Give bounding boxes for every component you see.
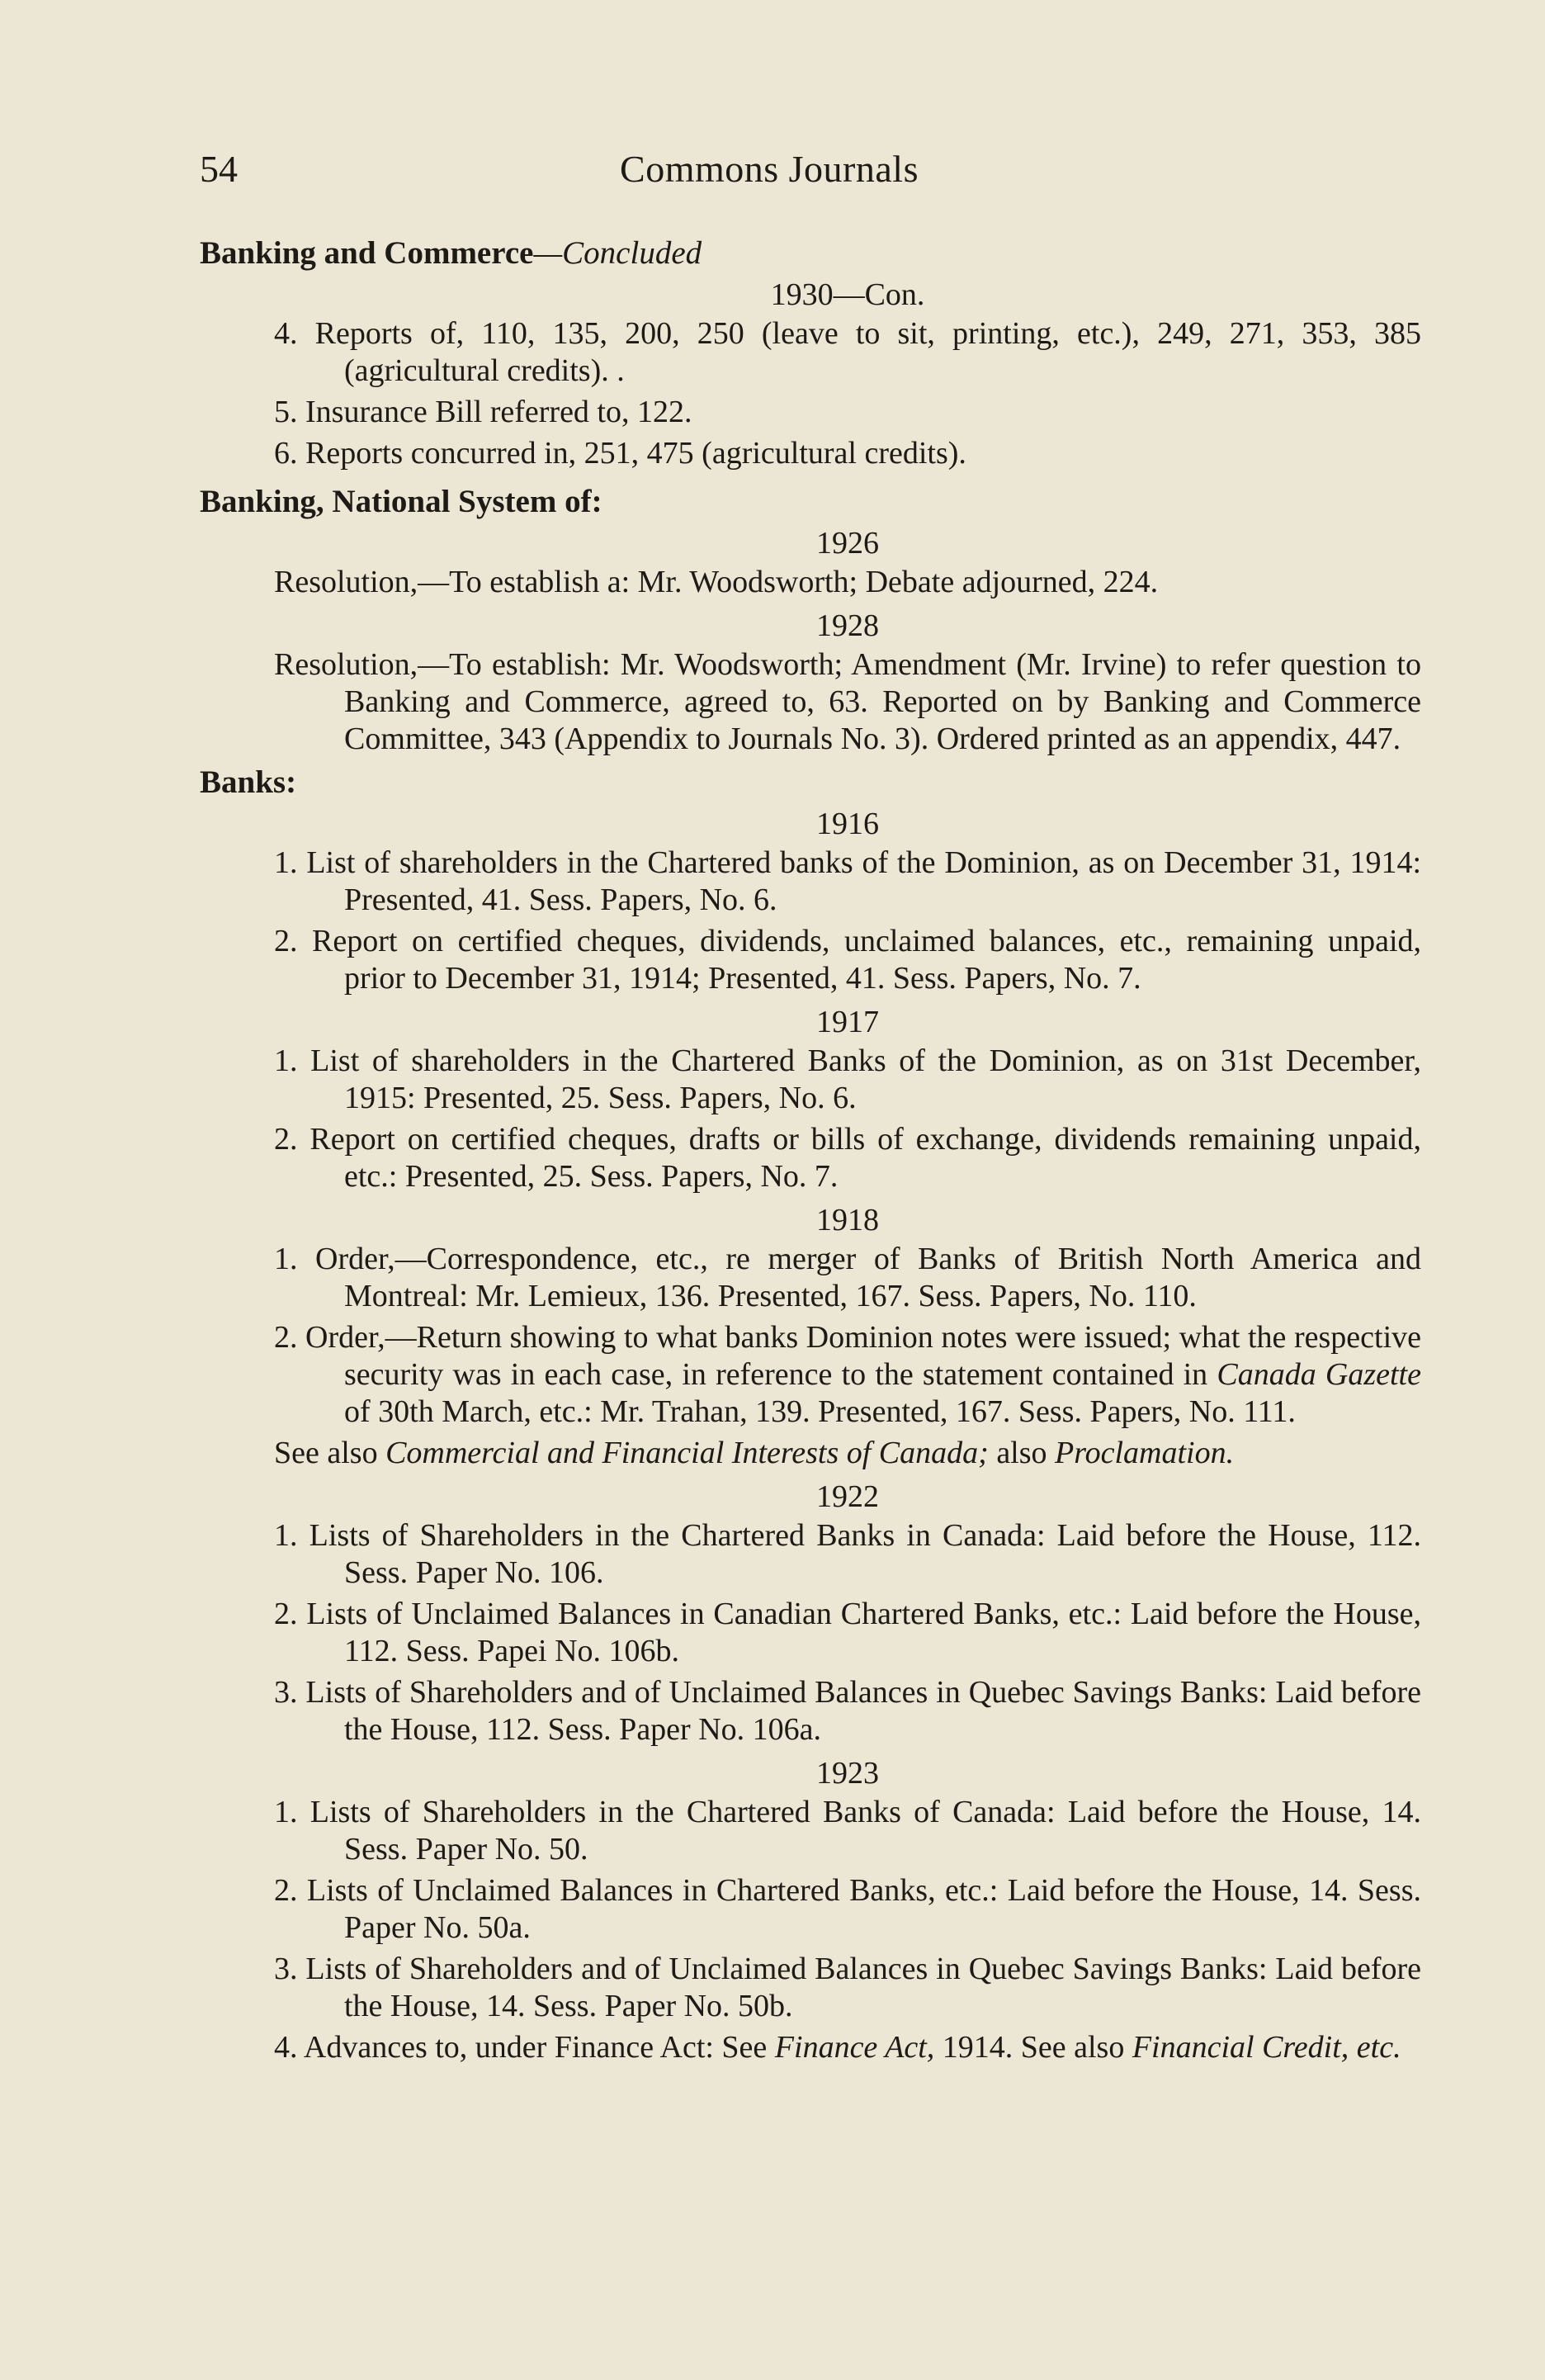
section-heading: Banking, National System of: [200, 484, 602, 519]
section-national-system [200, 481, 1421, 758]
resolution-entry: Resolution,—To establish a: Mr. Woodsworth; Debate adjourned, 224. [274, 565, 1159, 599]
section-banks [200, 762, 1421, 2066]
list-item: 2. Report on certified cheques, drafts or bills of exchange, dividends remaining unpaid, etc.: Presented, 25. Sess. Papers, No. 7. [274, 1122, 1421, 1194]
year-heading: 1922 [816, 1479, 879, 1514]
cross-reference: Commercial and Financial Interests of Canada; [385, 1436, 989, 1470]
heading-text: Banking and Commerce [200, 235, 534, 271]
year-heading: 1926 [816, 526, 879, 561]
item-text: 4. Advances to, under Finance Act: See [274, 2030, 775, 2065]
list-item: 1. Order,—Correspondence, etc., re merger of Banks of British North America and Montreal: Mr. Lemieux, 136. Presented, 167. Sess. Papers, No. 110. [274, 1242, 1421, 1313]
list-item [200, 2029, 1421, 2066]
item-text: 1914. See also [934, 2030, 1132, 2065]
list-item: 4. Reports of, 110, 135, 200, 250 (leave to sit, printing, etc.), 249, 271, 353, 385 (agricultural credits). . [274, 316, 1421, 388]
list-item: 1. List of shareholders in the Chartered Banks of the Dominion, as on 31st December, 1915: Presented, 25. Sess. Papers, No. 6. [274, 1043, 1421, 1115]
list-item: 2. Lists of Unclaimed Balances in Canadian Chartered Banks, etc.: Laid before the House, 112. Sess. Papei No. 106b. [274, 1597, 1421, 1668]
list-item: 2. Report on certified cheques, dividends, unclaimed balances, etc., remaining unpaid, prior to December 31, 1914; Presented, 41. Sess. Papers, No. 7. [274, 924, 1421, 996]
cross-reference: Finance Act, [774, 2030, 935, 2065]
list-item [200, 1319, 1421, 1431]
list-item: 1. Lists of Shareholders in the Chartered Banks of Canada: Laid before the House, 14. Sess. Paper No. 50. [274, 1795, 1421, 1867]
resolution-entry: Resolution,—To establish: Mr. Woodsworth; Amendment (Mr. Irvine) to refer question to Banking and Commerce, agreed to, 63. Reported on by Banking and Commerce Committee, 343 (Appendix to Journals No. 3). Ordered printed as an appendix, 447. [274, 647, 1421, 756]
year-heading: 1916 [816, 807, 879, 841]
year-heading: 1923 [816, 1756, 879, 1791]
year-label: 1930—Con. [770, 277, 925, 312]
year-heading: 1917 [816, 1005, 879, 1039]
list-item: 1. Lists of Shareholders in the Chartered Banks in Canada: Laid before the House, 112. Sess. Paper No. 106. [274, 1518, 1421, 1590]
see-also-connector: also [988, 1436, 1056, 1470]
cross-reference: Financial Credit, etc. [1132, 2030, 1401, 2065]
item-text: 2. Order,—Return showing to what banks Dominion notes were issued; what the respective security was in each case, in reference to the statement contained in [274, 1320, 1421, 1392]
year-heading: 1918 [816, 1203, 879, 1237]
page-number: 54 [200, 148, 238, 190]
cross-reference: Proclamation. [1055, 1436, 1235, 1470]
section-banking-commerce [200, 233, 1421, 472]
index-content [200, 233, 1421, 2070]
running-title: Commons Journals [620, 148, 919, 190]
heading-suffix: —Concluded [533, 235, 702, 271]
year-heading [274, 274, 1421, 315]
item-text: of 30th March, etc.: Mr. Trahan, 139. Presented, 167. Sess. Papers, No. 111. [344, 1394, 1296, 1429]
section-heading: Banks: [200, 764, 297, 800]
see-also-label: See also [274, 1436, 386, 1470]
list-item: 3. Lists of Shareholders and of Unclaimed Balances in Quebec Savings Banks: Laid before the House, 14. Sess. Paper No. 50b. [274, 1952, 1421, 2023]
see-also-reference [200, 1435, 1421, 1472]
list-item: 5. Insurance Bill referred to, 122. [274, 395, 692, 429]
year-heading: 1928 [816, 608, 879, 643]
list-item: 6. Reports concurred in, 251, 475 (agricultural credits). [274, 436, 966, 471]
list-item: 1. List of shareholders in the Chartered banks of the Dominion, as on December 31, 1914: Presented, 41. Sess. Papers, No. 6. [274, 845, 1421, 917]
item-italic: Canada Gazette [1217, 1357, 1421, 1392]
list-item: 3. Lists of Shareholders and of Unclaimed Balances in Quebec Savings Banks: Laid before the House, 112. Sess. Paper No. 106a. [274, 1675, 1421, 1747]
section-heading [200, 233, 1421, 274]
page-header [200, 150, 1339, 200]
list-item: 2. Lists of Unclaimed Balances in Chartered Banks, etc.: Laid before the House, 14. Sess. Paper No. 50a. [274, 1873, 1421, 1945]
